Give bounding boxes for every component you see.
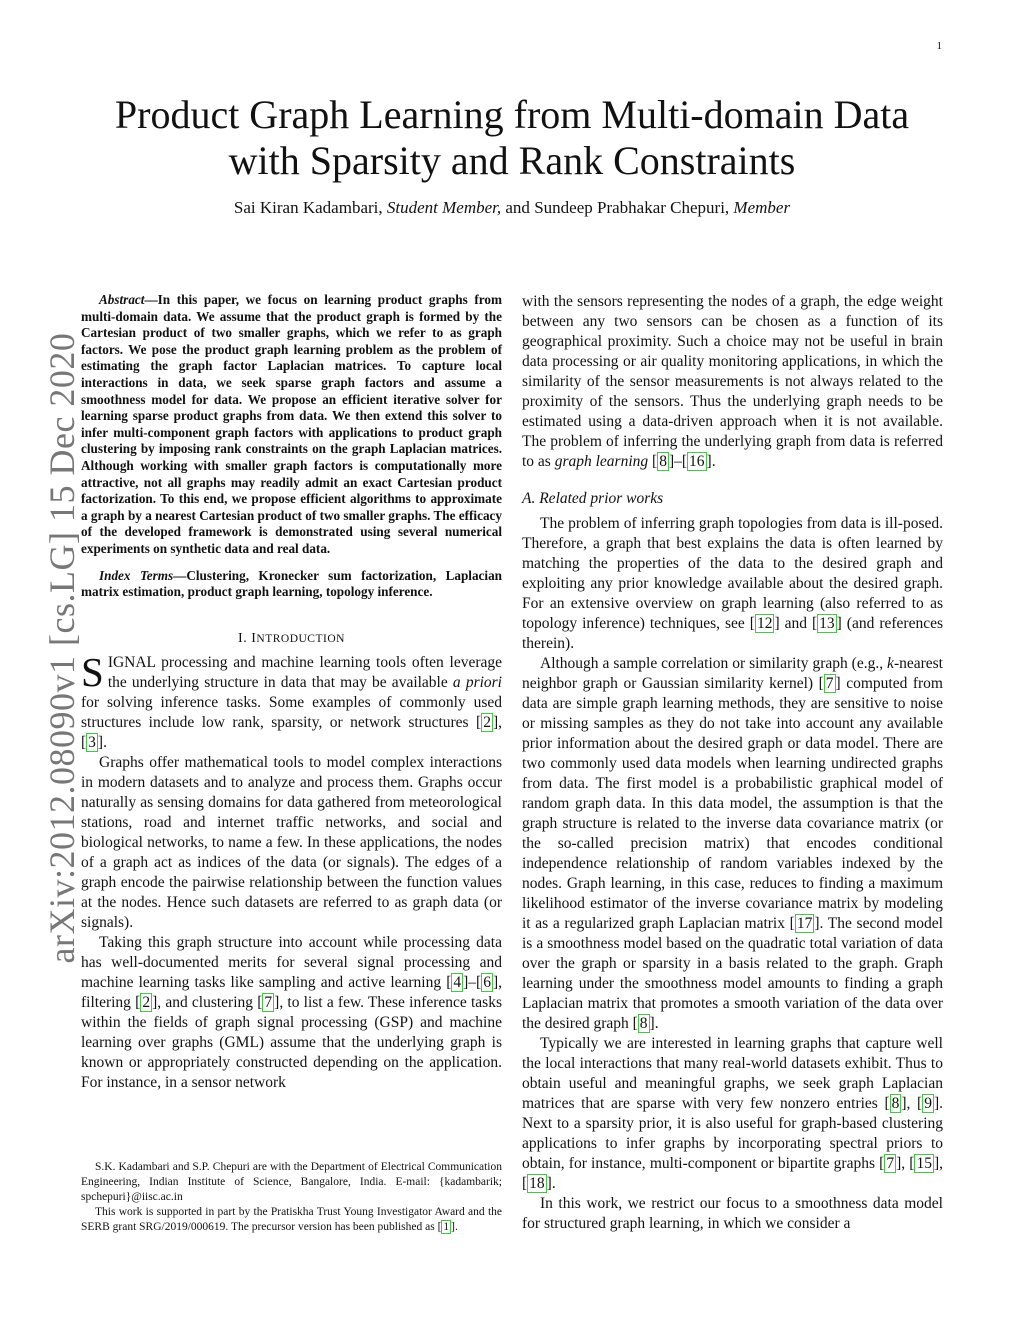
intro-paragraph-1: SIGNAL processing and machine learning tools often leverage the underlying structure in data that may be available a priori for solving inference tasks. Some examples of commonly used structures include low rank, sparsity, or network structures [ 2 ], [ 3 ]. [81,648,502,751]
right-p4-text-a: Typically we are interested in learning graphs that capture well the local interactions that many real-world datasets exhibit. Thus to obtain useful and meaningful graphs, we seek graph Laplacian matrices that are sparse with very few nonzero entries [522,1035,943,1112]
citation-link[interactable]: 16 [689,453,705,470]
footnote [81,1160,502,1235]
section-first-letter: I [251,630,257,646]
right-paragraph-4: Typically we are interested in learning graphs that capture well the local interactions that many real-world datasets exhibit. Thus to obtain useful and meaningful graphs, we seek graph Laplacian matrices that are sparse with very few nonzero entries [ 8 ], [ 9 ]. Next to a sparsity prior, it is also useful for graph-based clustering applications to infer graphs by incorporating spectral priors to obtain, for instance, multi-component or bipartite graphs [ 7 ], [ 15 ], [ 18 ]. [522,1035,943,1192]
right-paragraph-3: Although a sample correlation or similarity graph (e.g., k-nearest neighbor graph or Gaussian similarity kernel) [ 7 ] computed from data are simple graph learning methods, they are sensitive to noise or missing samples as they do not take into account any available prior information about the desired graph or data model. There are two commonly used data models when learning undirected graphs from data. The first model is a probabilistic graphical model of random graph data. In this data model, the assumption is that the graph structure is related to the inverse data covariance matrix (or the so-called precision matrix) that encodes conditional independence relationship of random variables indexed by the nodes. Graph learning, in this case, reduces to finding a maximum likelihood estimator of the inverse covariance matrix by modeling it as a regularized graph Laplacian matrix [ 17 ]. The second model is a smoothness model based on the quadratic total variation of data over the graph or sparsity in a basis related to the graph. Graph learning under the smoothness model amounts to finding a graph Laplacian matrix that promotes a smooth variation of the data over the desired graph [ 8 ]. [522,655,943,1032]
index-terms-text: —Clustering, Kronecker sum factorization, Laplacian matrix estimation, product graph learning, topology inference. [81,567,502,600]
right-p1-text: with the sensors representing the nodes of a graph, the edge weight between any two sensors can be chosen as a function of its geographical proximity. Such a choice may not be useful in brain data processing or air quality monitoring applications, in which the similarity of the sensor measurements is not always related to the proximity of the sensors. Thus the underlying graph needs to be estimated using a data-driven approach when it is not available. The problem of inferring the underlying graph from data is referred to as [522,293,943,470]
right-paragraph-5: In this work, we restrict our focus to a smoothness data model for structured graph learning, in which we consider a [522,1195,943,1232]
arxiv-stamp: arXiv:2012.08090v1 [cs.LG] 15 Dec 2020 [42,332,82,964]
citation-link[interactable]: 18 [529,1175,545,1192]
abstract-label: Abstract [99,292,145,307]
intro-smallcaps: IGNAL [107,653,156,671]
page-number: 1 [936,40,942,52]
author-conjunction: and [505,198,530,217]
footnote-funding-text: This work is supported in part by the Pratiskha Trust Young Investigator Award and the SERB grant SRG/2019/000619. The precursor version has been published as [81,1206,502,1233]
right-p3-text-d: . The second model is a smoothness model based on the quadratic total variation of data over the graph or sparsity in a basis related to the graph. Graph learning under the smoothness model amounts to finding a graph Laplacian matrix that promotes a smooth variation of the data over the desired graph [522,915,943,1032]
right-p3-text-c: computed from data are simple graph learning methods, they are sensitive to noise or missing samples as they do not take into account any available prior information about the desired graph or data model. There are two commonly used data models when learning undirected graphs from data. The first model is a probabilistic graphical model of random graph data. In this data model, the assumption is that the graph structure is related to the inverse data covariance matrix (or the so-called precision matrix) that encodes conditional independence relationship of random variables indexed by the nodes. Graph learning, in this case, reduces to finding a maximum likelihood estimator of the inverse covariance matrix by modeling it as a regularized graph Laplacian matrix [522,675,943,932]
citation-link[interactable]: 2 [483,713,491,731]
section-numeral: I. [238,630,252,646]
right-p4-sep-3: , [939,1155,943,1172]
intro-p3-text-d: , to list a few. These inference tasks within the fields of graph signal processing (GSP) and machine learning over graphs (GML) assume that the underlying graph is known or appropriately constructed depending on the application. For instance, in a sensor network [81,993,502,1091]
citation-link[interactable]: 8 [891,1095,900,1112]
title-line-2: with Sparsity and Rank Constraints [228,138,796,183]
author-2-name: Sundeep Prabhakar Chepuri, [534,198,730,217]
citation-link[interactable]: 2 [142,993,151,1011]
citation-link[interactable]: 1 [443,1221,450,1233]
right-paragraph-1: with the sensors representing the nodes of a graph, the edge weight between any two sensors can be chosen as a function of its geographical proximity. Such a choice may not be useful in brain data processing or air quality monitoring applications, in which the similarity of the sensor measurements is not always related to the proximity of the sensors. Thus the underlying graph needs to be estimated using a data-driven approach when it is not available. The problem of inferring the underlying graph from data is referred to as graph learning [ 8 ]–[ 16 ]. [522,293,943,470]
citation-link[interactable]: 4 [453,973,462,991]
right-p4-text-b: . Next to a sparsity prior, it is also useful for graph-based clustering applications to infer graphs by incorporating spectral priors to obtain, for instance, multi-component or bipartite graphs [522,1095,943,1172]
right-p3-text-a: Although a sample correlation or similarity graph (e.g., [540,655,888,672]
abstract-text: —In this paper, we focus on learning product graphs from multi-domain data. We assume that the product graph is formed by the Cartesian product of two smaller graphs, which we refer to as graph factors. We pose the product graph learning problem as the problem of estimating the graph factor Laplacian matrices. To capture local interactions in data, we seek sparse graph factors and assume a smoothness model for data. We propose an efficient iterative solver for learning sparse product graphs from data. We then extend this solver to infer multi-component graph factors with applications to product graph clustering by imposing rank constraints on the graph Laplacian matrices. Although working with smaller graph factors is computationally more attractive, not all graphs may readily admit an exact Cartesian product factorization. To this end, we propose efficient algorithms to approximate a graph by a nearest Cartesian product of two smaller graphs. The efficacy of the developed framework is demonstrated using several numerical experiments on synthetic data and real data. [81,292,502,556]
right-paragraph-2: The problem of inferring graph topologies from data is ill-posed. Therefore, a graph that best explains the data is often learned by matching the properties of the data to the desired graph and exploiting any prior knowledge available about the desired graph. For an extensive overview on graph learning (also referred to as topology inference) techniques, see [ 12 ] and [ 13 ] (and references therein). [522,515,943,652]
intro-p3-dash: – [468,973,477,991]
right-p4-sep-2: , [901,1155,910,1172]
section-rest: NTRODUCTION [256,632,345,645]
right-p2-text-c: (and references therein). [522,615,943,652]
right-p2-text-a: The problem of inferring graph topologies from data is ill-posed. Therefore, a graph that best explains the data is often learned by matching the properties of the data to the desired graph and exploiting any prior knowledge available about the desired graph. For an extensive overview on graph learning (also referred to as topology inference) techniques, see [522,515,943,632]
author-1-name: Sai Kiran Kadambari, [233,198,383,217]
index-terms [81,568,502,601]
intro-p1-sep: , [498,713,502,731]
right-p3-text-b: -nearest neighbor graph or Gaussian similarity kernel) [522,655,943,692]
right-p2-text-b: and [779,615,812,632]
left-column [81,292,502,1093]
title-line-1: Product Graph Learning from Multi-domain Data [114,92,910,137]
author-line [0,198,1024,218]
citation-link[interactable]: 9 [924,1095,932,1112]
footnote-funding-end: . [455,1221,458,1233]
paper-title [0,92,1024,184]
intro-p1-end: . [103,733,107,751]
right-p3-end: . [654,1015,659,1032]
citation-link[interactable]: 15 [916,1155,932,1172]
citation-link[interactable]: 3 [88,733,96,751]
subsection-heading: A. Related prior works [522,490,664,507]
citation-link[interactable]: 6 [483,973,491,991]
right-p3-k: k [887,655,894,672]
citation-link[interactable]: 13 [819,615,835,632]
intro-p3-text-c: , and clustering [157,993,258,1011]
intro-paragraph-3: Taking this graph structure into account while processing data has well-documented merits for several signal processing and machine learning tasks like sampling and active learning [ 4 ]–[ 6 ], filtering [ 2 ], and clustering [ 7 ], to list a few. These inference tasks within the fields of graph signal processing (GSP) and machine learning over graphs (GML) assume that the underlying graph is known or appropriately constructed depending on the application. For instance, in a sensor network [81,933,502,1091]
intro-p1-italic: a priori [452,673,502,691]
right-p4-sep-1: , [906,1095,918,1112]
intro-p3-text-a: Taking this graph structure into account while processing data has well-documented merits for several signal processing and machine learning tasks like sampling and active learning [81,933,502,991]
right-p1-end: . [711,453,716,470]
drop-cap: S [81,648,104,695]
citation-link[interactable]: 8 [659,453,667,470]
footnote-funding: This work is supported in part by the Pratiskha Trust Young Investigator Award and the SERB grant SRG/2019/000619. The precursor version has been published as [ 1 ]. [81,1206,502,1233]
citation-link[interactable]: 17 [796,915,813,932]
intro-p1-text-a: processing and machine learning tools often leverage the underlying structure in data that may be available [107,653,502,691]
citation-link[interactable]: 7 [825,675,834,692]
citation-link[interactable]: 12 [756,615,773,632]
author-2-role: Member [733,198,791,217]
section-heading-introduction [81,631,502,647]
right-p1-dash: – [674,453,682,470]
right-p4-end: . [551,1175,556,1192]
footnote-affiliation: S.K. Kadambari and S.P. Chepuri are with the Department of Electrical Communication Engineering, Indian Institute of Science, Bangalore, India. E-mail: {kadambarik; spchepuri}@iisc.ac.in [81,1161,502,1203]
intro-p1-text-b: for solving inference tasks. Some examples of commonly used structures include low rank, sparsity, or network structures [81,693,502,731]
citation-link[interactable]: 7 [886,1155,895,1172]
author-1-role: Student Member, [386,198,502,217]
intro-paragraph-2: Graphs offer mathematical tools to model complex interactions in modern datasets and to analyze and process them. Graphs occur naturally as sensing domains for data gathered from meteorological stations, road and internet traffic networks, and social and biological networks, to name a few. In these applications, the nodes of a graph act as indices of the data (or signals). The edges of a graph encode the pairwise relationship between the function values at the nodes. Hence such datasets are referred to as graph data (or signals). [81,753,502,931]
intro-p3-text-b: , filtering [81,973,502,1011]
right-column [522,292,943,1234]
index-terms-label: Index Terms [99,567,174,583]
abstract [81,292,502,558]
citation-link[interactable]: 7 [264,993,273,1011]
right-p1-italic: graph learning [554,453,649,470]
citation-link[interactable]: 8 [639,1015,648,1032]
